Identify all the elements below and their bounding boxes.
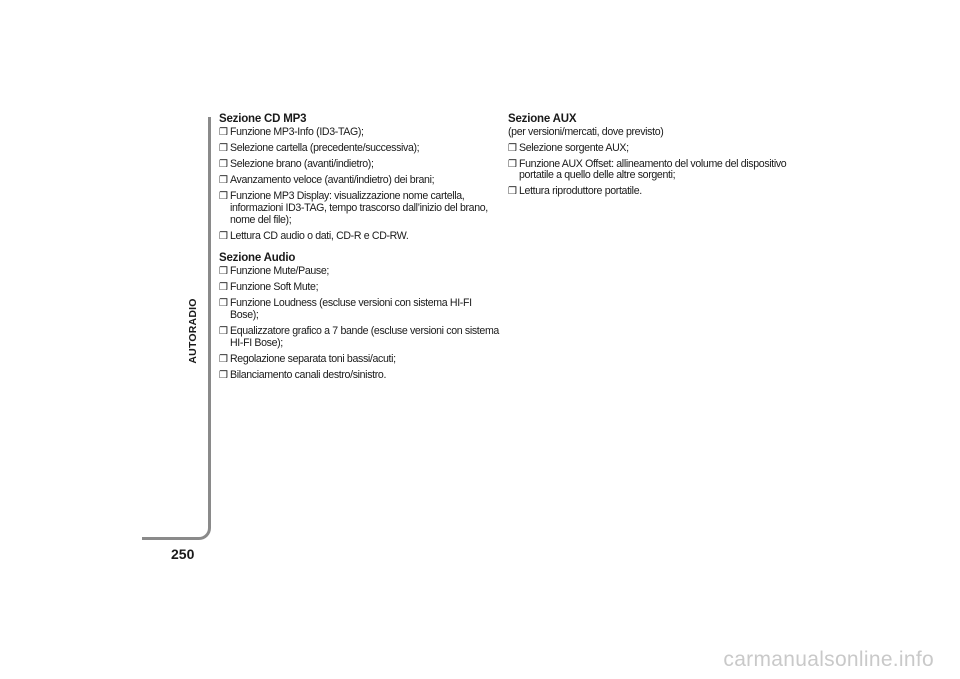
bullet-list: [219, 127, 499, 242]
list-item: [219, 298, 499, 321]
checkbox-bullet-icon: ❒: [219, 191, 228, 203]
item-text: Funzione AUX Offset: allineamento del volume del dispositivo portatile a quello delle altre sorgenti;: [519, 157, 787, 182]
checkbox-bullet-icon: ❒: [219, 175, 228, 187]
item-text: Selezione sorgente AUX;: [519, 141, 629, 154]
list-item: [219, 354, 499, 366]
chapter-bracket: [142, 117, 211, 540]
checkbox-bullet-icon: ❒: [219, 298, 228, 310]
list-item: [219, 266, 499, 278]
checkbox-bullet-icon: ❒: [508, 186, 517, 198]
section-audio: [219, 252, 499, 381]
list-item: [219, 159, 499, 171]
checkbox-bullet-icon: ❒: [508, 158, 517, 170]
list-item: [219, 282, 499, 294]
watermark-text: carmanualsonline.info: [723, 648, 934, 671]
bullet-list: [508, 143, 788, 198]
checkbox-bullet-icon: ❒: [219, 127, 228, 138]
item-text: Equalizzatore grafico a 7 bande (escluse versioni con sistema HI-FI Bose);: [230, 325, 499, 349]
checkbox-bullet-icon: ❒: [508, 142, 517, 154]
checkbox-bullet-icon: ❒: [219, 326, 228, 338]
right-column: [508, 113, 788, 208]
section-subtitle: (per versioni/mercati, dove previsto): [508, 126, 664, 138]
item-text: Avanzamento veloce (avanti/indietro) dei brani;: [230, 174, 435, 187]
section-title: Sezione CD MP3: [219, 113, 307, 125]
list-item: [219, 191, 499, 226]
section-title: Sezione Audio: [219, 252, 296, 265]
section-title: Sezione AUX: [508, 113, 577, 125]
item-text: Selezione cartella (precedente/successiva);: [230, 142, 420, 155]
list-item: [219, 370, 499, 382]
item-text: Funzione Soft Mute;: [230, 281, 319, 294]
item-text: Regolazione separata toni bassi/acuti;: [230, 352, 396, 365]
bullet-list: [219, 266, 499, 381]
chapter-label: AUTORADIO: [187, 298, 199, 364]
checkbox-bullet-icon: ❒: [219, 159, 228, 171]
checkbox-bullet-icon: ❒: [219, 143, 228, 155]
section-aux: [508, 113, 788, 198]
list-item: [219, 326, 499, 349]
checkbox-bullet-icon: ❒: [219, 230, 228, 242]
item-text: Bilanciamento canali destro/sinistro.: [230, 368, 387, 381]
item-text: Funzione Mute/Pause;: [230, 265, 329, 278]
item-text: Lettura riproduttore portatile.: [519, 185, 642, 198]
list-item: [508, 143, 788, 155]
item-text: Lettura CD audio o dati, CD-R e CD-RW.: [230, 229, 409, 242]
checkbox-bullet-icon: ❒: [219, 282, 228, 294]
checkbox-bullet-icon: ❒: [219, 266, 228, 278]
list-item: [219, 231, 499, 243]
checkbox-bullet-icon: ❒: [219, 353, 228, 365]
item-text: Funzione Loudness (escluse versioni con sistema HI-FI Bose);: [230, 297, 472, 322]
list-item: [219, 175, 499, 187]
checkbox-bullet-icon: ❒: [219, 369, 228, 381]
list-item: [219, 143, 499, 155]
list-item: [508, 186, 788, 198]
list-item: [508, 159, 788, 182]
left-column: [219, 113, 499, 392]
item-text: Funzione MP3-Info (ID3-TAG);: [230, 126, 364, 138]
item-text: Funzione MP3 Display: visualizzazione nome cartella, informazioni ID3-TAG, tempo trascorso dall’inizio del brano, nome del file);: [230, 190, 488, 226]
list-item: [219, 127, 499, 139]
section-cd-mp3: [219, 113, 499, 242]
item-text: Selezione brano (avanti/indietro);: [230, 158, 374, 171]
page-number: 250: [171, 546, 195, 562]
